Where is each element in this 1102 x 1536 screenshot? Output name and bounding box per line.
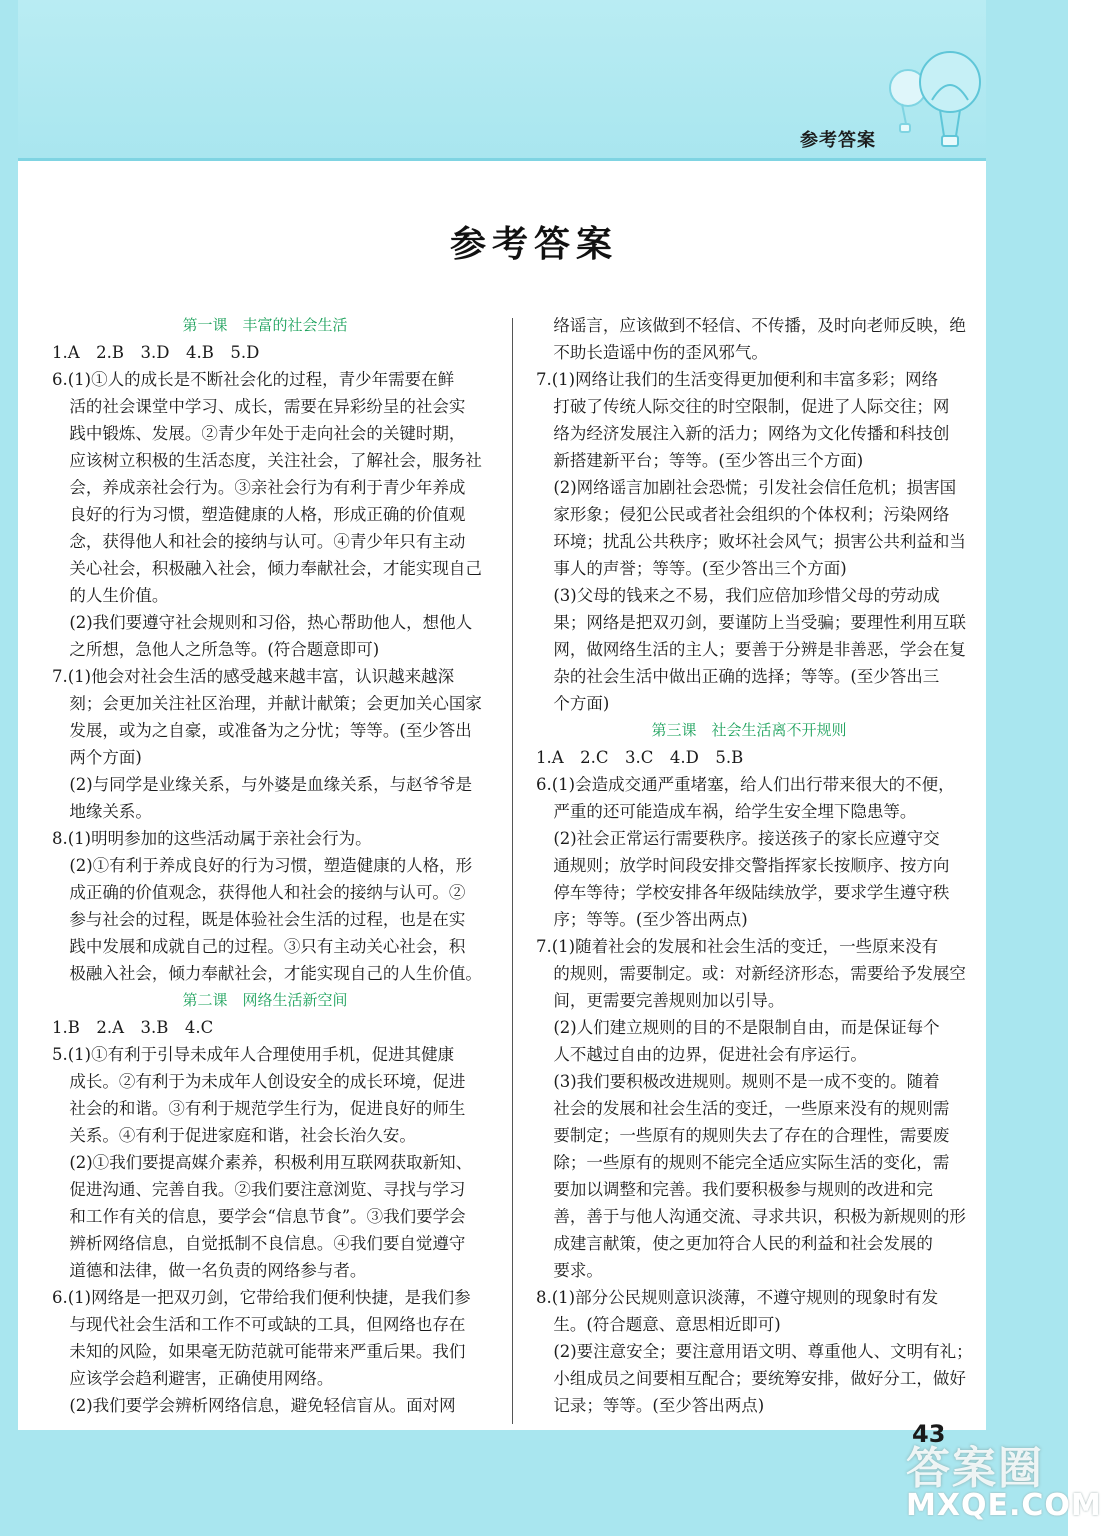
answer-line: 1.A 2.C 3.C 4.D 5.B	[536, 748, 744, 767]
answer-line-continued: 发展，或为之自豪，或准备为之分忧；等等。(至少答出	[69, 721, 472, 740]
answer-line-continued: (3)父母的钱来之不易，我们应倍加珍惜父母的劳动成	[553, 586, 940, 605]
answer-line: 7.(1)网络让我们的生活变得更加便利和丰富多彩；网络	[536, 370, 939, 389]
answer-line-continued: 新搭建新平台；等等。(至少答出三个方面)	[553, 451, 864, 470]
answer-line-continued: 网，做网络生活的主人；要善于分辨是非善恶，学会在复	[553, 640, 966, 659]
answer-line-continued: 践中发展和成就自己的过程。③只有主动关心社会，积	[69, 937, 466, 956]
answer-line: 1.B 2.A 3.B 4.C	[52, 1018, 214, 1037]
answer-line-continued: 活的社会课堂中学习、成长，需要在异彩纷呈的社会实	[69, 397, 466, 416]
answer-line-continued: (3)我们要积极改进规则。规则不是一成不变的。随着	[553, 1072, 940, 1091]
answer-line-continued: 刻；会更加关注社区治理，并献计献策；会更加关心国家	[69, 694, 482, 713]
answer-line-continued: (2)①有利于养成良好的行为习惯，塑造健康的人格，形	[69, 856, 473, 875]
answer-line-continued: 会，养成亲社会行为。③亲社会行为有利于青少年养成	[69, 478, 466, 497]
section-title: 第二课 网络生活新空间	[182, 991, 348, 1009]
answer-line-continued: 的人生价值。	[69, 586, 169, 605]
answer-line-continued: 应该树立积极的生活态度，关注社会，了解社会，服务社	[69, 451, 482, 470]
right-column	[536, 312, 973, 1419]
answer-line-continued: 辨析网络信息，自觉抵制不良信息。④我们要自觉遵守	[69, 1234, 466, 1253]
answer-line-continued: 不助长造谣中伤的歪风邪气。	[553, 343, 768, 362]
answer-line-continued: (2)我们要遵守社会规则和习俗，热心帮助他人，想他人	[69, 613, 473, 632]
answer-line: 6.(1)会造成交通严重堵塞，给人们出行带来很大的不便，	[536, 775, 955, 794]
answer-line-continued: 关系。④有利于促进家庭和谐，社会长治久安。	[69, 1126, 416, 1145]
answer-line-continued: 善，善于与他人沟通交流、寻求共识，积极为新规则的形	[553, 1207, 966, 1226]
answer-line-continued: 生。(符合题意、意思相近即可)	[553, 1315, 781, 1334]
answer-line-continued: 通规则；放学时间段安排交警指挥家长按顺序、按方向	[553, 856, 950, 875]
answer-line-continued: (2)社会正常运行需要秩序。接送孩子的家长应遵守交	[553, 829, 940, 848]
answer-line: 8.(1)部分公民规则意识淡薄，不遵守规则的现象时有发	[536, 1288, 939, 1307]
answer-line-continued: 道德和法律，做一名负责的网络参与者。	[69, 1261, 367, 1280]
answer-line-continued: 的规则，需要制定。或：对新经济形态，需要给予发展空	[553, 964, 966, 983]
answer-line-continued: 环境；扰乱公共秩序；败坏社会风气；损害公共利益和当	[553, 532, 966, 551]
answer-line: 6.(1)网络是一把双刃剑，它带给我们便利快捷，是我们参	[52, 1288, 471, 1307]
answer-line-continued: 除；一些原有的规则不能完全适应实际生活的变化，需	[553, 1153, 950, 1172]
answer-line: 6.(1)①人的成长是不断社会化的过程，青少年需要在鲜	[52, 370, 455, 389]
answer-line-continued: 人不越过自由的边界，促进社会有序运行。	[553, 1045, 867, 1064]
answer-line-continued: (2)与同学是业缘关系，与外婆是血缘关系，与赵爷爷是	[69, 775, 473, 794]
answer-line-continued: 参与社会的过程，既是体验社会生活的过程，也是在实	[69, 910, 466, 929]
page-title: 参考答案	[449, 223, 618, 265]
answer-line-continued: 络为经济发展注入新的活力；网络为文化传播和科技创	[553, 424, 950, 443]
answer-line-continued: 果；网络是把双刃剑，要谨防上当受骗；要理性利用互联	[553, 613, 966, 632]
answer-line-continued: 践中锻炼、发展。②青少年处于走向社会的关键时期，	[69, 424, 466, 443]
answer-line-continued: 未知的风险，如果毫无防范就可能带来严重后果。我们	[69, 1342, 466, 1361]
answer-line-continued: 极融入社会，倾力奉献社会，才能实现自己的人生价值。	[69, 964, 482, 983]
answer-line-continued: 社会的发展和社会生活的变迁，一些原来没有的规则需	[553, 1099, 950, 1118]
answer-line-continued: 与现代社会生活和工作不可或缺的工具，但网络也存在	[69, 1315, 466, 1334]
answer-line-continued: 地缘关系。	[69, 802, 152, 821]
answer-line-continued: 络谣言，应该做到不轻信、不传播，及时向老师反映，绝	[553, 316, 966, 335]
answer-line-continued: (2)①我们要提高媒介素养，积极利用互联网获取新知、	[69, 1153, 473, 1172]
header-divider	[18, 158, 986, 161]
answer-line-continued: 杂的社会生活中做出正确的选择；等等。(至少答出三	[553, 667, 940, 686]
answer-line-continued: 和工作有关的信息，要学会“信息节食”。③我们要学会	[69, 1207, 466, 1226]
answer-line-continued: 促进沟通、完善自我。②我们要注意浏览、寻找与学习	[69, 1180, 466, 1199]
page-number: 43	[912, 1420, 946, 1448]
answer-line-continued: 良好的行为习惯，塑造健康的人格，形成正确的价值观	[69, 505, 466, 524]
hot-air-balloon-icon	[880, 40, 990, 160]
section-title: 第三课 社会生活离不开规则	[651, 721, 847, 739]
answer-line-continued: 两个方面)	[69, 748, 142, 767]
answer-line-continued: 念，获得他人和社会的接纳与认可。④青少年只有主动	[69, 532, 466, 551]
answer-line-continued: 关心社会，积极融入社会，倾力奉献社会，才能实现自己	[69, 559, 482, 578]
answer-line-continued: (2)网络谣言加剧社会恐慌；引发社会信任危机；损害国	[553, 478, 957, 497]
answer-line: 7.(1)随着社会的发展和社会生活的变迁，一些原来没有	[536, 937, 939, 956]
answer-line-continued: 成建言献策，使之更加符合人民的利益和社会发展的	[553, 1234, 933, 1253]
answer-line: 5.(1)①有利于引导未成年人合理使用手机，促进其健康	[52, 1045, 455, 1064]
answer-line-continued: 个方面)	[553, 694, 610, 713]
column-divider	[512, 318, 513, 1424]
answer-line-continued: (2)人们建立规则的目的不是限制自由，而是保证每个	[553, 1018, 940, 1037]
answer-line-continued: 小组成员之间要相互配合；要统筹安排，做好分工，做好	[553, 1369, 966, 1388]
answer-line-continued: 要制定；一些原有的规则失去了存在的合理性，需要废	[553, 1126, 950, 1145]
answer-line-continued: 应该学会趋利避害，正确使用网络。	[69, 1369, 334, 1388]
answer-line-continued: 记录；等等。(至少答出两点)	[553, 1396, 765, 1415]
answer-line-continued: (2)要注意安全；要注意用语文明、尊重他人、文明有礼；	[553, 1342, 973, 1361]
answer-line-continued: 要求。	[553, 1261, 603, 1280]
answer-line-continued: (2)我们要学会辨析网络信息，避免轻信盲从。面对网	[69, 1396, 456, 1415]
header-label: 参考答案	[800, 130, 876, 151]
answer-line-continued: 严重的还可能造成车祸，给学生安全埋下隐患等。	[553, 802, 917, 821]
answer-line-continued: 序；等等。(至少答出两点)	[553, 910, 748, 929]
watermark-logo: 答案圈	[906, 1443, 1044, 1494]
answer-line-continued: 家形象；侵犯公民或者社会组织的个体权利；污染网络	[553, 505, 950, 524]
watermark-url: MXQE.COM	[906, 1488, 1102, 1523]
answer-line: 7.(1)他会对社会生活的感受越来越丰富，认识越来越深	[52, 667, 455, 686]
section-title: 第一课 丰富的社会生活	[182, 316, 348, 334]
answer-line-continued: 停车等待；学校安排各年级陆续放学，要求学生遵守秩	[553, 883, 950, 902]
answer-line-continued: 要加以调整和完善。我们要积极参与规则的改进和完	[553, 1180, 933, 1199]
answer-line-continued: 事人的声誉；等等。(至少答出三个方面)	[553, 559, 847, 578]
answer-line-continued: 社会的和谐。③有利于规范学生行为，促进良好的师生	[69, 1099, 466, 1118]
answer-line-continued: 之所想，急他人之所急等。(符合题意即可)	[69, 640, 380, 659]
answer-line: 8.(1)明明参加的这些活动属于亲社会行为。	[52, 829, 372, 848]
answer-line-continued: 成正确的价值观念，获得他人和社会的接纳与认可。②	[69, 883, 466, 902]
left-column	[52, 312, 482, 1419]
answer-line-continued: 成长。②有利于为未成年人创设安全的成长环境，促进	[69, 1072, 466, 1091]
answer-line-continued: 间，更需要完善规则加以引导。	[553, 991, 785, 1010]
answer-line: 1.A 2.B 3.D 4.B 5.D	[52, 343, 260, 362]
answer-line-continued: 打破了传统人际交往的时空限制，促进了人际交往；网	[553, 397, 950, 416]
